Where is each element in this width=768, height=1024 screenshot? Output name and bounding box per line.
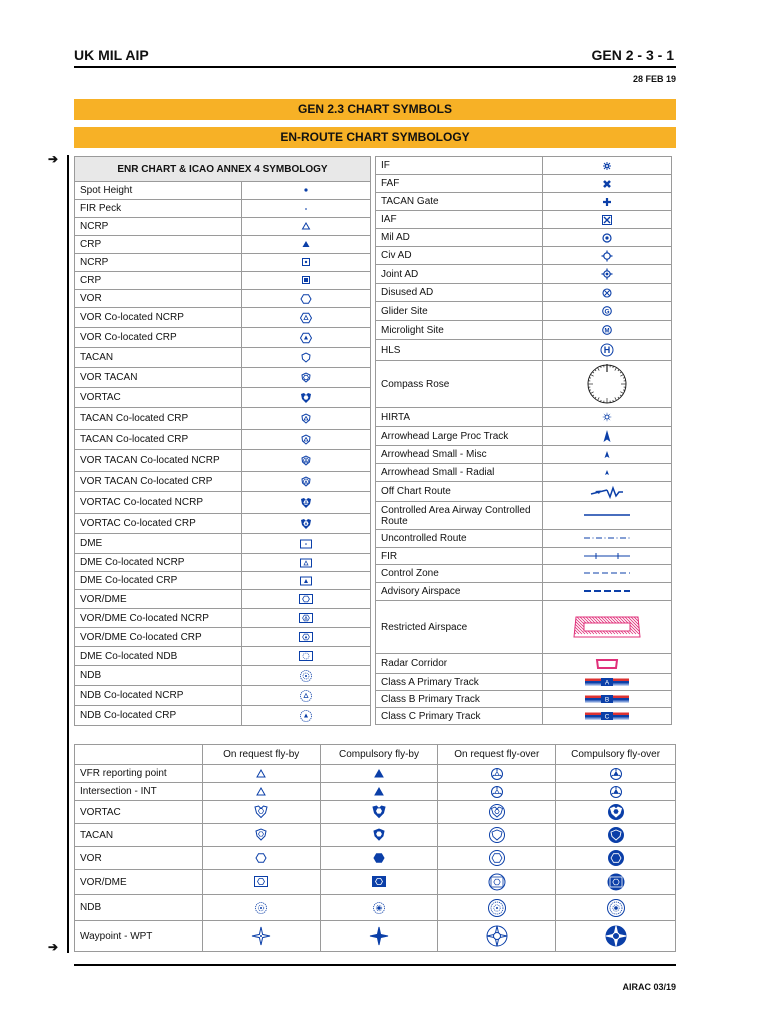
- section-subtitle-band: EN-ROUTE CHART SYMBOLOGY: [74, 127, 676, 148]
- header-rule: [74, 66, 676, 68]
- symbol-row: [75, 348, 371, 368]
- fly-row: [75, 921, 676, 952]
- intersection-icon: [609, 785, 623, 799]
- off-chart-route-icon: [589, 485, 625, 499]
- solid-line-icon: [582, 512, 632, 518]
- if-icon: [601, 160, 613, 172]
- column-header: On request fly-over: [438, 745, 556, 765]
- tacan-crp-icon: [299, 412, 313, 426]
- symbol-row: [75, 492, 371, 514]
- change-arrow-icon: ➔: [48, 152, 59, 166]
- vor-icon: [607, 849, 625, 867]
- symbol-row: [75, 218, 371, 236]
- vortac-ncrp-icon: [299, 496, 313, 510]
- symbol-row: [376, 175, 672, 193]
- symbol-label: Class A Primary Track: [376, 674, 543, 691]
- column-header: Compulsory fly-by: [320, 745, 438, 765]
- symbol-row: [376, 361, 672, 408]
- symbol-label: TACAN Co-located CRP: [75, 430, 242, 450]
- symbol-label: IAF: [376, 211, 543, 229]
- symbol-label: CRP: [75, 272, 242, 290]
- dme-icon: [299, 538, 313, 550]
- symbol-label: Advisory Airspace: [376, 583, 543, 601]
- fly-row: [75, 895, 676, 921]
- dot-icon: [302, 186, 310, 194]
- symbol-label: VOR Co-located NCRP: [75, 308, 242, 328]
- symbol-row: [75, 328, 371, 348]
- symbol-row: [376, 157, 672, 175]
- dme-ncrp-icon: [299, 557, 313, 569]
- vor-icon: [488, 849, 506, 867]
- symbol-row: [75, 200, 371, 218]
- intersection-icon: [490, 785, 504, 799]
- symbol-row: [376, 321, 672, 340]
- symbol-row: [376, 284, 672, 302]
- symbol-row: [75, 609, 371, 628]
- dashed-line-icon: [582, 570, 632, 576]
- symbol-label: FIR Peck: [75, 200, 242, 218]
- symbol-row: [376, 247, 672, 265]
- hirta-icon: [601, 411, 613, 423]
- symbol-row: [376, 464, 672, 482]
- svg-text:B: B: [605, 696, 610, 704]
- tacan-icon: [607, 826, 625, 844]
- vortac-icon: [488, 803, 506, 821]
- vfr-point-icon: [255, 768, 267, 780]
- small-dot-icon: [302, 204, 310, 212]
- compass-rose-icon: [585, 362, 629, 406]
- square-filled-icon: [301, 275, 311, 285]
- symbol-row: [75, 388, 371, 408]
- symbol-label: VORTAC Co-located CRP: [75, 514, 242, 534]
- symbol-label: CRP: [75, 236, 242, 254]
- fly-row: [75, 765, 676, 783]
- vor-dme-icon: [298, 593, 314, 605]
- column-header: On request fly-by: [202, 745, 320, 765]
- ndb-icon: [253, 900, 269, 916]
- symbol-row: [75, 666, 371, 686]
- svg-text:H: H: [603, 345, 611, 355]
- symbol-row: [75, 272, 371, 290]
- symbol-label: Class C Primary Track: [376, 708, 543, 725]
- vor-dme-icon: [487, 873, 507, 891]
- symbol-label: NCRP: [75, 218, 242, 236]
- triangle-filled-icon: [301, 239, 311, 249]
- vor-dme-crp-icon: [298, 631, 314, 643]
- vor-tacan-icon: [299, 371, 313, 385]
- symbol-label: DME Co-located CRP: [75, 572, 242, 590]
- symbol-row: [376, 211, 672, 229]
- hls-icon: [599, 342, 615, 358]
- fly-row-label: Waypoint - WPT: [75, 921, 203, 952]
- symbol-row: [376, 340, 672, 361]
- symbol-row: [75, 628, 371, 647]
- section-title-band: GEN 2.3 CHART SYMBOLS: [74, 99, 676, 120]
- vor-tacan-ncrp-icon: [299, 454, 313, 468]
- symbol-row: [376, 446, 672, 464]
- svg-text:C: C: [604, 713, 610, 721]
- symbol-row: [376, 229, 672, 247]
- ndb-icon: [371, 900, 387, 916]
- left-table-heading: ENR CHART & ICAO ANNEX 4 SYMBOLOGY: [75, 157, 371, 182]
- symbol-row: [75, 430, 371, 450]
- symbol-row: [376, 482, 672, 502]
- triangle-outline-icon: [301, 221, 311, 231]
- fly-row-label: Intersection - INT: [75, 783, 203, 801]
- fly-row-label: VFR reporting point: [75, 765, 203, 783]
- ndb-icon: [606, 898, 626, 918]
- symbol-label: Glider Site: [376, 302, 543, 321]
- symbol-row: [376, 193, 672, 211]
- dme-crp-icon: [299, 575, 313, 587]
- symbol-label: NDB Co-located NCRP: [75, 686, 242, 706]
- tacan-icon: [488, 826, 506, 844]
- bold-dashed-line-icon: [582, 588, 632, 594]
- track-a-icon: [584, 676, 630, 688]
- tacan-icon: [253, 827, 269, 843]
- symbol-label: Arrowhead Small - Misc: [376, 446, 543, 464]
- symbol-label: VOR TACAN Co-located NCRP: [75, 450, 242, 472]
- ndb-icon: [298, 668, 314, 684]
- fly-row: [75, 824, 676, 847]
- tacan-icon: [299, 351, 313, 365]
- symbol-row: [376, 708, 672, 725]
- symbol-row: [75, 368, 371, 388]
- symbol-label: VOR/DME Co-located CRP: [75, 628, 242, 647]
- symbol-label: DME Co-located NCRP: [75, 554, 242, 572]
- symbol-label: Disused AD: [376, 284, 543, 302]
- vfr-point-icon: [490, 767, 504, 781]
- symbol-label: Radar Corridor: [376, 654, 543, 674]
- symbol-row: [376, 302, 672, 321]
- symbol-label: DME Co-located NDB: [75, 647, 242, 666]
- symbol-label: DME: [75, 534, 242, 554]
- symbol-label: VORTAC Co-located NCRP: [75, 492, 242, 514]
- symbol-label: Joint AD: [376, 265, 543, 284]
- document-header-right: GEN 2 - 3 - 1: [591, 47, 674, 63]
- column-header: Compulsory fly-over: [556, 745, 676, 765]
- symbol-label: Controlled Area Airway Controlled Route: [376, 502, 543, 530]
- symbol-label: NDB Co-located CRP: [75, 706, 242, 726]
- radar-corridor-icon: [594, 657, 620, 671]
- vortac-icon: [299, 391, 313, 405]
- vor-icon: [372, 851, 386, 865]
- vortac-icon: [371, 804, 387, 820]
- symbol-row: [75, 534, 371, 554]
- vor-icon: [254, 851, 268, 865]
- disused-ad-icon: [601, 287, 613, 299]
- fly-row: [75, 870, 676, 895]
- symbol-label: Off Chart Route: [376, 482, 543, 502]
- symbol-label: Spot Height: [75, 182, 242, 200]
- symbol-row: [376, 408, 672, 427]
- tacan-crp-icon: [299, 433, 313, 447]
- symbol-label: NDB: [75, 666, 242, 686]
- symbol-row: [75, 572, 371, 590]
- symbol-row: [75, 472, 371, 492]
- symbol-label: TACAN: [75, 348, 242, 368]
- tacan-icon: [371, 827, 387, 843]
- vfr-point-icon: [373, 768, 385, 780]
- intersection-icon: [255, 786, 267, 798]
- restricted-airspace-icon: [570, 614, 644, 640]
- fly-by-over-table: [74, 744, 676, 952]
- symbol-label: Arrowhead Large Proc Track: [376, 427, 543, 446]
- symbol-label: Restricted Airspace: [376, 601, 543, 654]
- symbol-row: [75, 408, 371, 430]
- symbol-row: [376, 548, 672, 565]
- iaf-icon: [601, 214, 613, 226]
- symbol-label: VORTAC: [75, 388, 242, 408]
- fly-row: [75, 783, 676, 801]
- fly-row: [75, 847, 676, 870]
- square-dot-icon: [301, 257, 311, 267]
- fly-row-label: VOR: [75, 847, 203, 870]
- symbol-label: TACAN Gate: [376, 193, 543, 211]
- symbol-label: Civ AD: [376, 247, 543, 265]
- civ-ad-icon: [601, 250, 613, 262]
- symbol-row: [75, 554, 371, 572]
- fly-table-corner: [75, 745, 203, 765]
- svg-text:G: G: [604, 308, 610, 316]
- fly-row-label: NDB: [75, 895, 203, 921]
- tacan-gate-icon: [601, 196, 613, 208]
- symbol-label: HLS: [376, 340, 543, 361]
- waypoint-icon: [604, 924, 628, 948]
- microlight-site-icon: [601, 324, 613, 336]
- symbol-row: [75, 290, 371, 308]
- vor-dme-icon: [606, 873, 626, 891]
- intersection-icon: [373, 786, 385, 798]
- symbol-label: Control Zone: [376, 565, 543, 583]
- symbol-row: [75, 686, 371, 706]
- fly-row: [75, 801, 676, 824]
- symbol-row: [75, 236, 371, 254]
- symbol-label: FIR: [376, 548, 543, 565]
- waypoint-icon: [369, 926, 389, 946]
- track-b-icon: [584, 693, 630, 705]
- fir-line-icon: [582, 551, 632, 561]
- symbol-row: [376, 601, 672, 654]
- symbol-label: Arrowhead Small - Radial: [376, 464, 543, 482]
- ndb-crp-icon: [298, 708, 314, 724]
- symbol-label: VOR TACAN: [75, 368, 242, 388]
- symbol-row: [376, 427, 672, 446]
- dash-dot-line-icon: [582, 535, 632, 541]
- symbol-label: VOR Co-located CRP: [75, 328, 242, 348]
- symbol-row: [75, 450, 371, 472]
- symbol-row: [75, 706, 371, 726]
- symbol-row: [75, 590, 371, 609]
- svg-text:M: M: [604, 328, 610, 335]
- symbol-label: Compass Rose: [376, 361, 543, 408]
- arrowhead-small-icon: [602, 449, 612, 459]
- vor-dme-ncrp-icon: [298, 612, 314, 624]
- symbol-label: TACAN Co-located CRP: [75, 408, 242, 430]
- symbol-label: VOR TACAN Co-located CRP: [75, 472, 242, 492]
- symbol-row: [75, 308, 371, 328]
- arrowhead-small-radial-icon: [603, 468, 611, 476]
- symbol-label: Microlight Site: [376, 321, 543, 340]
- vortac-icon: [253, 804, 269, 820]
- track-c-icon: [584, 710, 630, 722]
- symbol-label: Uncontrolled Route: [376, 530, 543, 548]
- vor-tacan-crp-icon: [299, 475, 313, 489]
- vortac-crp-icon: [299, 517, 313, 531]
- symbol-row: [376, 265, 672, 284]
- header-date: 28 FEB 19: [632, 74, 676, 84]
- symbol-label: VOR/DME Co-located NCRP: [75, 609, 242, 628]
- waypoint-icon: [485, 924, 509, 948]
- symbol-row: [75, 254, 371, 272]
- joint-ad-icon: [601, 268, 613, 280]
- symbol-row: [376, 674, 672, 691]
- symbol-row: [376, 565, 672, 583]
- symbol-label: VOR: [75, 290, 242, 308]
- arrowhead-large-icon: [602, 429, 612, 443]
- symbol-label: VOR/DME: [75, 590, 242, 609]
- change-bar: [67, 155, 69, 953]
- symbol-label: IF: [376, 157, 543, 175]
- vortac-icon: [607, 803, 625, 821]
- symbol-row: [376, 691, 672, 708]
- vor-dme-icon: [371, 875, 387, 889]
- symbol-row: [75, 514, 371, 534]
- fly-row-label: VOR/DME: [75, 870, 203, 895]
- footer-rule: [74, 964, 676, 966]
- vfr-point-icon: [609, 767, 623, 781]
- svg-text:A: A: [605, 679, 610, 687]
- ndb-icon: [487, 898, 507, 918]
- symbol-label: Mil AD: [376, 229, 543, 247]
- faf-icon: [601, 178, 613, 190]
- symbol-row: [376, 502, 672, 530]
- left-symbol-table: [74, 156, 371, 726]
- symbol-row: [376, 530, 672, 548]
- document-header-left: UK MIL AIP: [74, 47, 149, 63]
- waypoint-icon: [251, 926, 271, 946]
- hexagon-triangle-icon: [299, 311, 313, 325]
- fly-row-label: TACAN: [75, 824, 203, 847]
- symbol-label: NCRP: [75, 254, 242, 272]
- footer-text: AIRAC 03/19: [622, 982, 676, 992]
- right-symbol-table: [375, 156, 672, 725]
- symbol-label: Class B Primary Track: [376, 691, 543, 708]
- symbol-row: [376, 583, 672, 601]
- hexagon-triangle-filled-icon: [299, 331, 313, 345]
- glider-site-icon: [601, 305, 613, 317]
- change-arrow-icon: ➔: [48, 940, 59, 954]
- ndb-ncrp-icon: [298, 688, 314, 704]
- symbol-label: HIRTA: [376, 408, 543, 427]
- dme-ndb-icon: [298, 650, 314, 662]
- hexagon-icon: [299, 292, 313, 306]
- mil-ad-icon: [601, 232, 613, 244]
- fly-row-label: VORTAC: [75, 801, 203, 824]
- symbol-row: [75, 182, 371, 200]
- symbol-row: [376, 654, 672, 674]
- symbol-label: FAF: [376, 175, 543, 193]
- symbol-row: [75, 647, 371, 666]
- vor-dme-icon: [253, 875, 269, 889]
